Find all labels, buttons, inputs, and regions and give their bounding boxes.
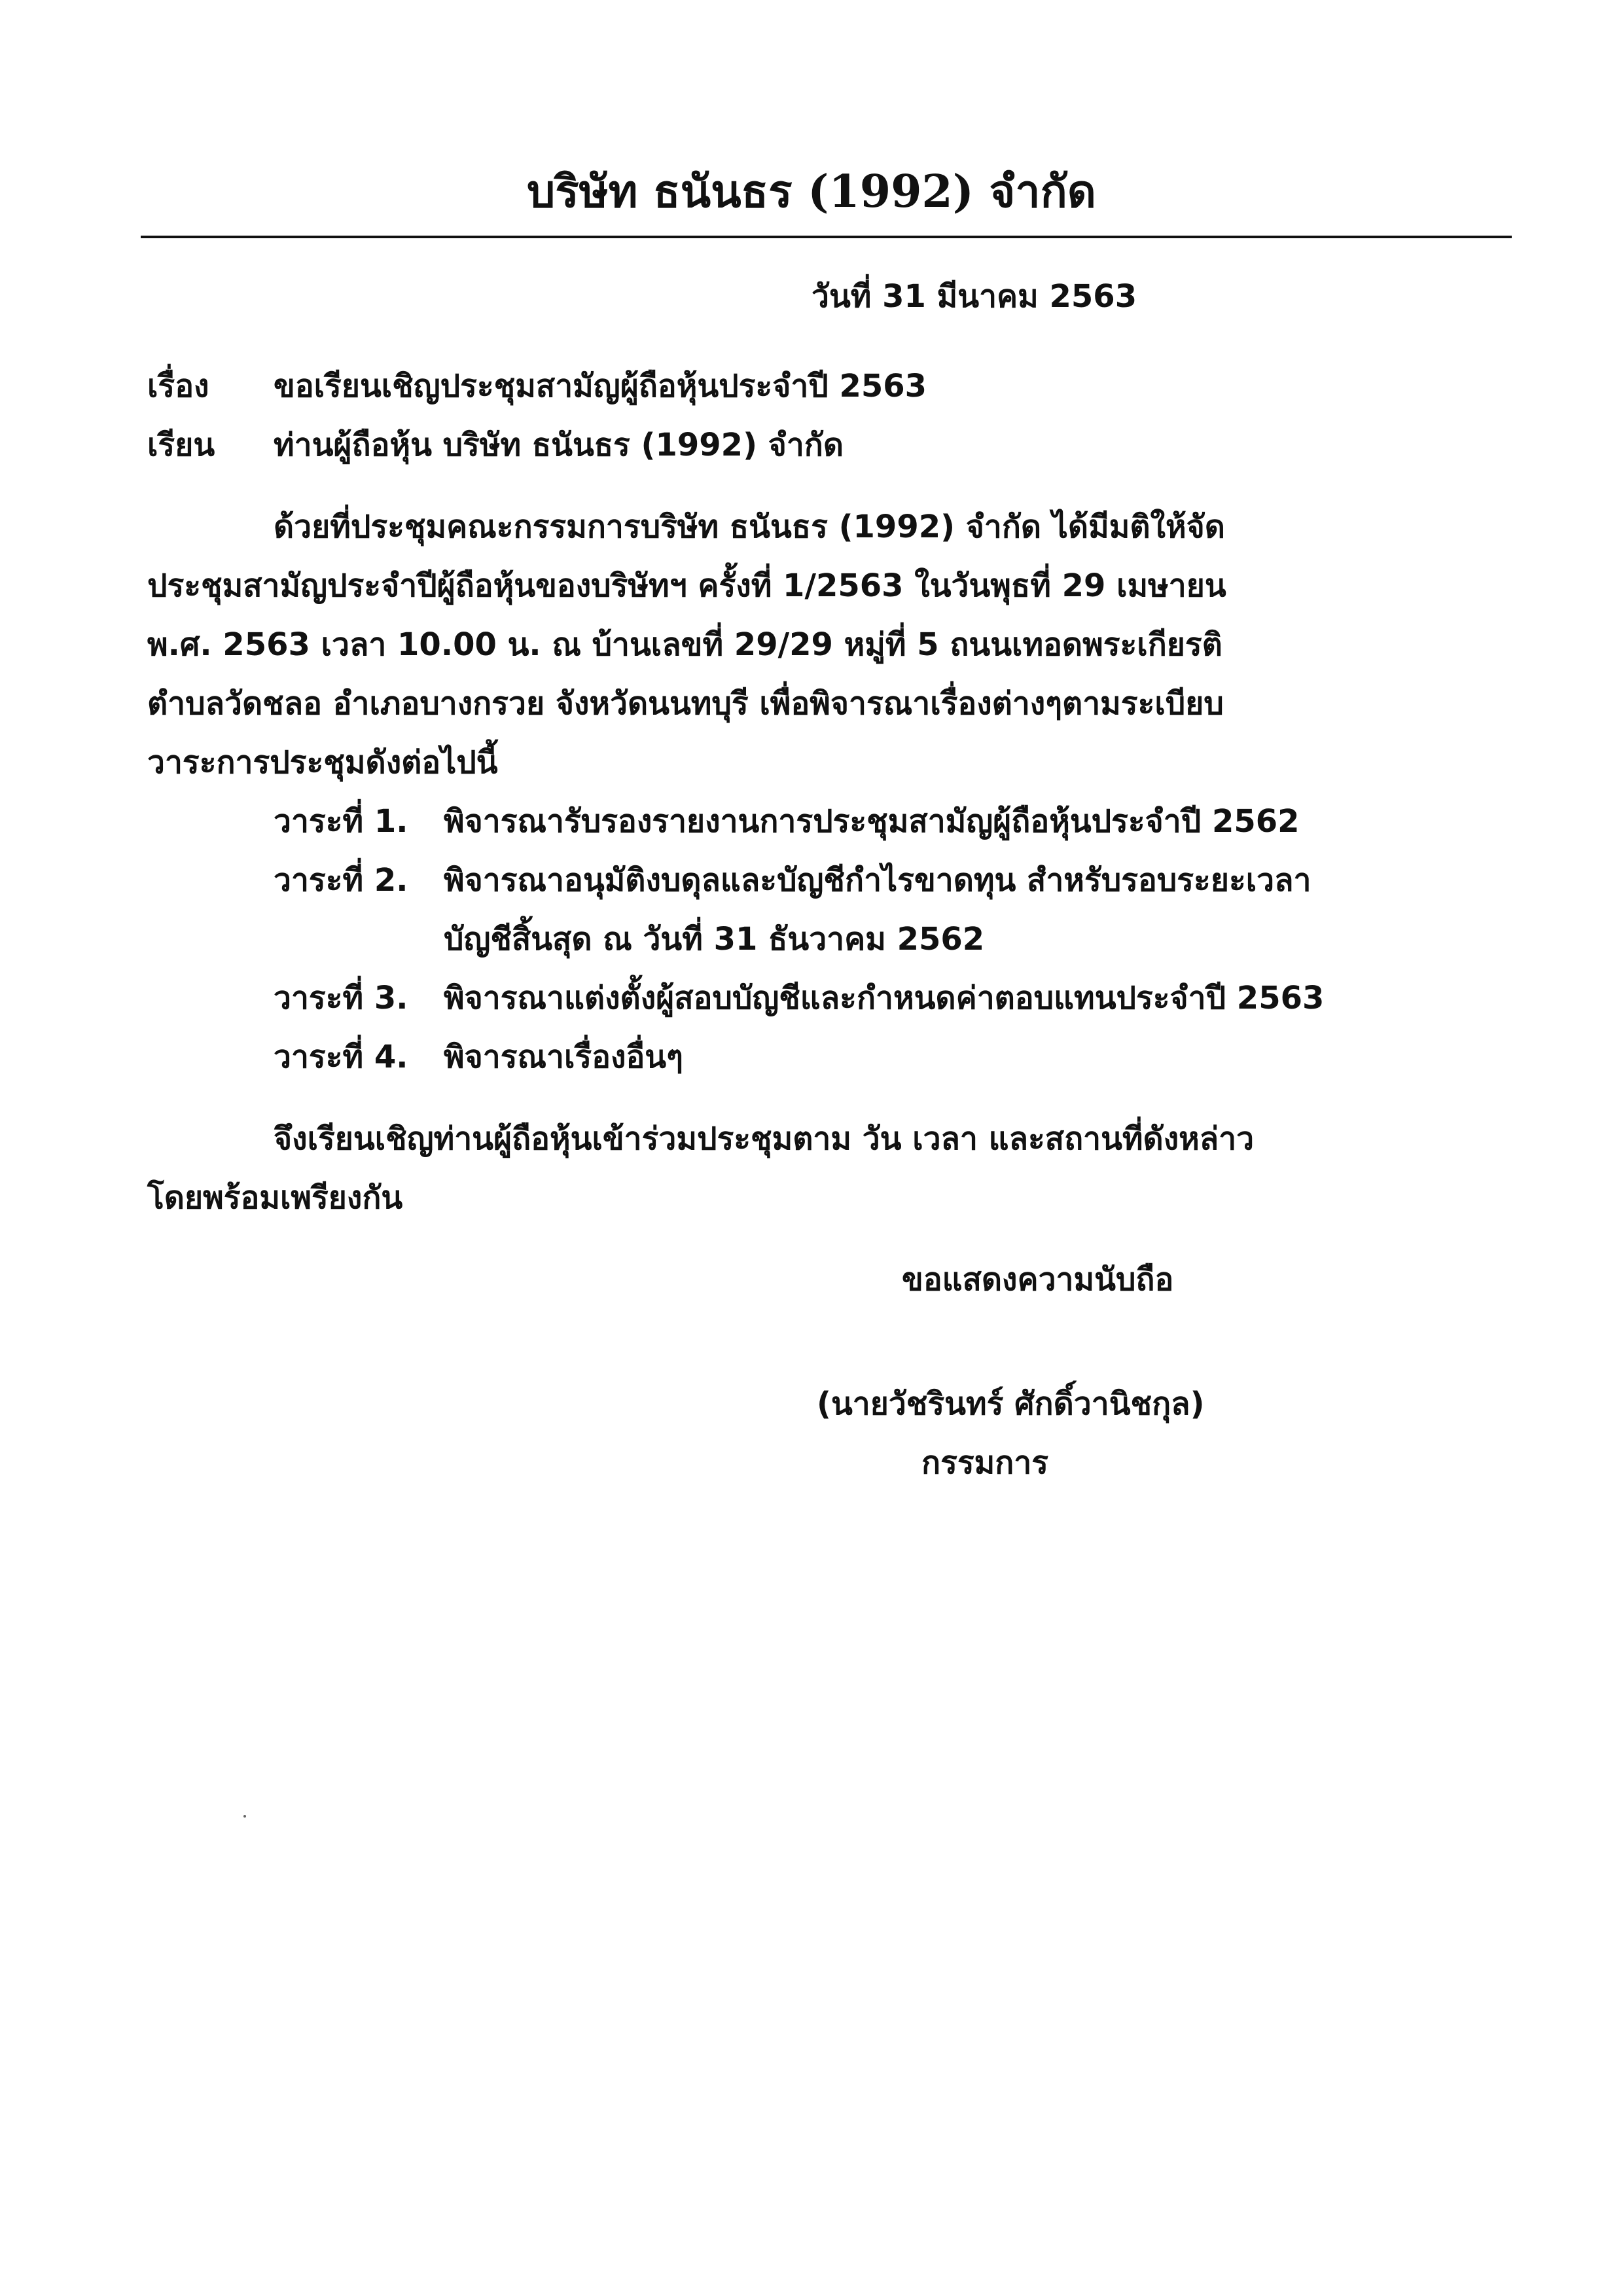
signer-name: (นายวัชรินทร์ ศักดิ์วานิชกุล) [817, 1386, 1205, 1422]
conclusion-line: จึงเรียนเชิญท่านผู้ถือหุ้นเข้าร่วมประชุมตาม วัน เวลา และสถานที่ดังหล่าว [274, 1121, 1255, 1157]
scan-speck [243, 1815, 246, 1818]
agenda-item-text: พิจารณาอนุมัติงบดุลและบัญชีกำไรขาดทุน สำหรับรอบระยะเวลา [444, 862, 1311, 899]
subject-label: เรื่อง [147, 368, 209, 404]
company-title: บริษัท ธนันธร (1992) จำกัด [527, 166, 1096, 218]
body-line: ด้วยที่ประชุมคณะกรรมการบริษัท ธนันธร (1992) จำกัด ได้มีมติให้จัด [274, 509, 1225, 545]
closing-phrase: ขอแสดงความนับถือ [902, 1261, 1174, 1298]
agenda-item-label: วาระที่ 4. [274, 1039, 408, 1075]
subject-text: ขอเรียนเชิญประชุมสามัญผู้ถือหุ้นประจำปี 2563 [274, 368, 927, 404]
recipient-label: เรียน [147, 427, 215, 463]
conclusion-line: โดยพร้อมเพรียงกัน [147, 1179, 403, 1216]
signer-position: กรรมการ [921, 1444, 1049, 1481]
agenda-item-text: พิจารณาเรื่องอื่นๆ [444, 1039, 683, 1075]
letter-date: วันที่ 31 มีนาคม 2563 [812, 278, 1137, 315]
agenda-item-text: พิจารณาแต่งตั้งผู้สอบบัญชีและกำหนดค่าตอบแทนประจำปี 2563 [444, 980, 1325, 1016]
title-divider [141, 236, 1512, 238]
agenda-item-label: วาระที่ 1. [274, 803, 408, 840]
body-line: วาระการประชุมดังต่อไปนี้ [147, 744, 498, 781]
recipient-text: ท่านผู้ถือหุ้น บริษัท ธนันธร (1992) จำกัด [274, 427, 844, 463]
agenda-item-label: วาระที่ 2. [274, 862, 408, 899]
body-line: ประชุมสามัญประจำปีผู้ถือหุ้นของบริษัทฯ ครั้งที่ 1/2563 ในวันพุธที่ 29 เมษายน [147, 567, 1226, 604]
agenda-item-text: บัญชีสิ้นสุด ณ วันที่ 31 ธันวาคม 2562 [444, 921, 985, 958]
body-line: พ.ศ. 2563 เวลา 10.00 น. ณ บ้านเลขที่ 29/29 หมู่ที่ 5 ถนนเทอดพระเกียรติ [147, 626, 1222, 663]
agenda-item-label: วาระที่ 3. [274, 980, 408, 1016]
body-line: ตำบลวัดชลอ อำเภอบางกรวย จังหวัดนนทบุรี เพื่อพิจารณาเรื่องต่างๆตามระเบียบ [147, 685, 1224, 722]
agenda-item-text: พิจารณารับรองรายงานการประชุมสามัญผู้ถือหุ้นประจำปี 2562 [444, 803, 1300, 840]
